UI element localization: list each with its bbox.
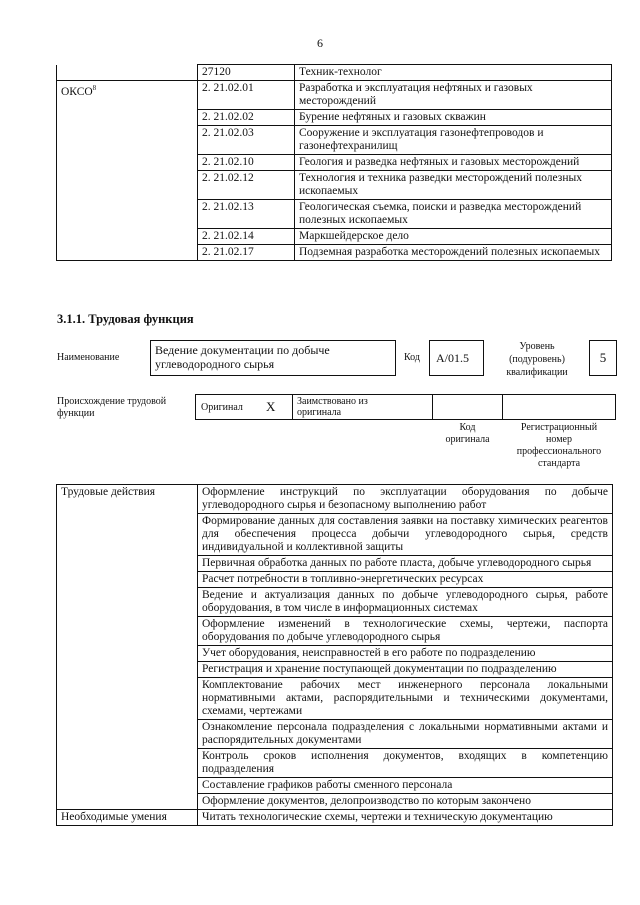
code-cell: 2. 21.02.14 [198, 229, 295, 245]
code-cell: 2. 21.02.03 [198, 126, 295, 155]
labor-functions-table [56, 484, 613, 826]
labor-action-cell: Оформление документов, делопроизводство по которым закончено [198, 794, 613, 810]
code-cell: 27120 [198, 65, 295, 81]
function-code-field: А/01.5 [429, 340, 484, 376]
title-cell: Маркшейдерское дело [295, 229, 612, 245]
level-label-line: (подуровень) [509, 354, 565, 365]
codes-table [56, 64, 612, 261]
labor-action-cell: Ведение и актуализация данных по добыче углеводородного сырья, работе оборудования, в том числе в информационных системах [198, 588, 613, 617]
borrowed-label [297, 396, 368, 418]
labor-action-cell: Комплектование рабочих мест инженерного персонала локальными нормативными актами, распорядительными и техническими документами, схемами, чертежами [198, 678, 613, 720]
level-label-line: квалификации [506, 367, 568, 378]
original-mark: X [266, 399, 276, 414]
labor-action-cell: Формирование данных для составления заявки на поставку химических реагентов для обеспечения процесса добычи углеводородного сырья, средств индивидуальной и коллективной защиты [198, 514, 613, 556]
code-label: Код [404, 352, 420, 363]
caption-line: профессионального [516, 446, 602, 457]
title-cell: Подземная разработка месторождений полезных ископаемых [295, 245, 612, 261]
original-cell [195, 394, 293, 420]
function-name-field: Ведение документации по добыче углеводородного сырья [150, 340, 396, 376]
code-cell: 2. 21.02.12 [198, 171, 295, 200]
code-cell: 2. 21.02.13 [198, 200, 295, 229]
labor-action-cell: Первичная обработка данных по работе пласта, добыче углеводородного сырья [198, 556, 613, 572]
registration-number-cell [502, 394, 616, 420]
level-value-field: 5 [589, 340, 617, 376]
borrowed-label-line: оригинала [297, 407, 342, 418]
caption-line: оригинала [445, 434, 490, 445]
title-cell: Разработка и эксплуатация нефтяных и газовых месторождений [295, 81, 612, 110]
registration-number-caption [502, 422, 616, 470]
labor-action-cell: Оформление инструкций по эксплуатации оборудования по добыче углеводородного сырья и безопасному выполнению работ [198, 485, 613, 514]
code-cell: 2. 21.02.10 [198, 155, 295, 171]
title-cell: Техник-технолог [295, 65, 612, 81]
code-cell: 2. 21.02.01 [198, 81, 295, 110]
okso-label-cell [57, 81, 198, 261]
skill-cell: Читать технологические схемы, чертежи и техническую документацию [198, 810, 613, 826]
page-number: 6 [317, 36, 323, 50]
level-label-line: Уровень [519, 341, 555, 352]
original-code-cell [432, 394, 503, 420]
codes-table-row [57, 65, 612, 81]
labor-actions-header: Трудовые действия [57, 485, 198, 810]
labor-action-cell: Регистрация и хранение поступающей документации по подразделению [198, 662, 613, 678]
title-cell: Сооружение и эксплуатация газонефтепроводов и газонефтехранилищ [295, 126, 612, 155]
codes-table-row [57, 81, 612, 110]
title-cell: Технология и техника разведки месторождений полезных ископаемых [295, 171, 612, 200]
codes-label-cell [57, 65, 198, 81]
code-cell: 2. 21.02.02 [198, 110, 295, 126]
skill-row [57, 810, 613, 826]
title-cell: Геологическая съемка, поиски и разведка месторождений полезных ископаемых [295, 200, 612, 229]
footnote-marker: 8 [92, 84, 97, 92]
okso-label: ОКСО [61, 85, 93, 98]
title-cell: Бурение нефтяных и газовых скважин [295, 110, 612, 126]
level-label [490, 340, 584, 379]
origin-label-line: функции [57, 408, 95, 419]
skills-header: Необходимые умения [57, 810, 198, 826]
borrowed-cell [292, 394, 433, 420]
labor-action-cell: Оформление изменений в технологические схемы, чертежи, паспорта оборудования по добыче углеводородного сырья [198, 617, 613, 646]
labor-action-cell: Составление графиков работы сменного персонала [198, 778, 613, 794]
caption-line: номер [546, 434, 572, 445]
labor-action-row [57, 485, 613, 514]
borrowed-label-line: Заимствовано из [297, 396, 368, 407]
name-label: Наименование [57, 352, 120, 363]
labor-action-cell: Контроль сроков исполнения документов, входящих в компетенцию подразделения [198, 749, 613, 778]
labor-action-cell: Учет оборудования, неисправностей в его работе по подразделению [198, 646, 613, 662]
caption-line: Регистрационный [520, 422, 598, 433]
labor-action-cell: Расчет потребности в топливно-энергетических ресурсах [198, 572, 613, 588]
section-title: 3.1.1. Трудовая функция [57, 312, 194, 326]
origin-label [57, 396, 166, 420]
original-label: Оригинал [201, 402, 243, 413]
origin-label-line: Происхождение трудовой [57, 396, 167, 407]
code-cell: 2. 21.02.17 [198, 245, 295, 261]
labor-action-cell: Ознакомление персонала подразделения с локальными нормативными актами и распорядительных документами [198, 720, 613, 749]
caption-line: стандарта [537, 458, 581, 469]
title-cell: Геология и разведка нефтяных и газовых месторождений [295, 155, 612, 171]
caption-line: Код [459, 422, 476, 433]
original-code-caption [432, 422, 503, 446]
